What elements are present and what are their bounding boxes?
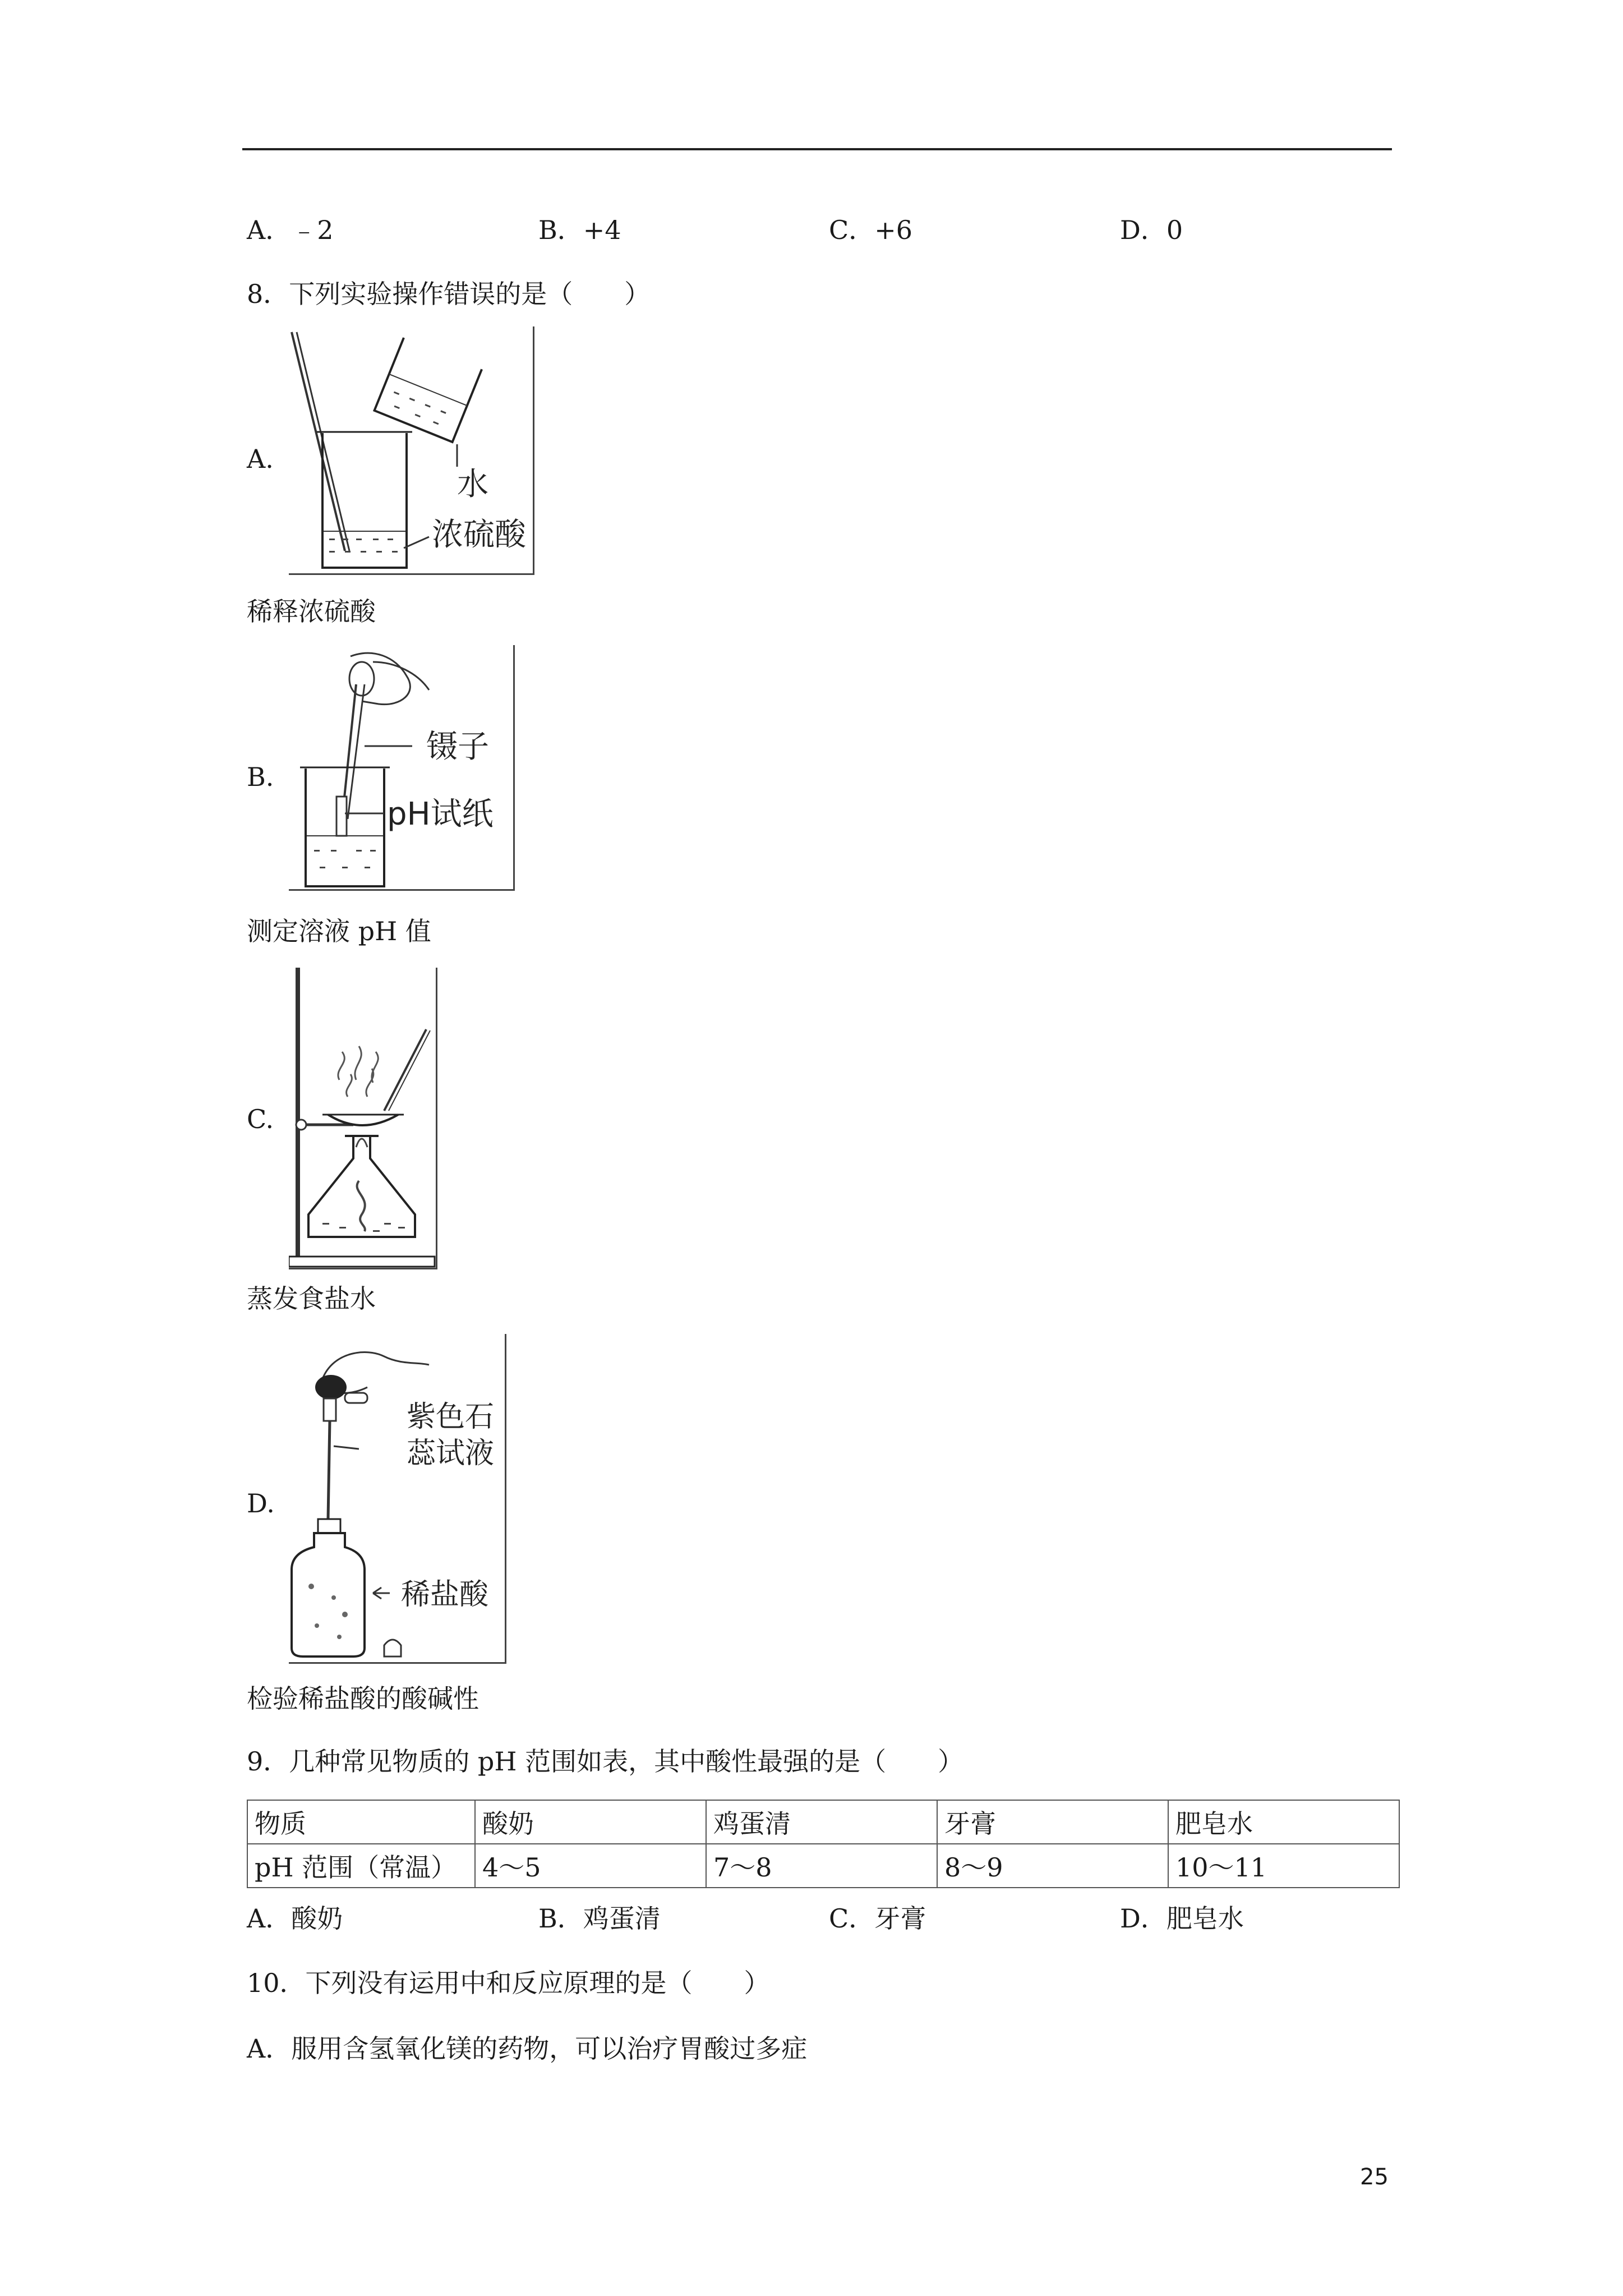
table-cell: 4～5 — [475, 1844, 706, 1888]
header-rule — [242, 148, 1392, 150]
table-header-cell: 鸡蛋清 — [706, 1800, 937, 1844]
table-header-cell: 酸奶 — [475, 1800, 706, 1844]
table-header-cell: 肥皂水 — [1168, 1800, 1399, 1844]
q7-option-b: B．+4 — [538, 215, 621, 245]
table-cell: 8～9 — [937, 1844, 1168, 1888]
q8-item-c-caption: 蒸发食盐水 — [247, 1283, 376, 1314]
page-number: 25 — [1360, 2164, 1389, 2190]
q8-item-b-letter: B. — [247, 762, 274, 792]
q8-item-d-caption: 检验稀盐酸的酸碱性 — [247, 1683, 479, 1714]
q8-item-a-caption: 稀释浓硫酸 — [247, 596, 376, 627]
table-cell: 10～11 — [1168, 1844, 1399, 1888]
q9-option-d: D．肥皂水 — [1120, 1903, 1244, 1934]
label-dilute-hcl: 稀盐酸 — [401, 1578, 489, 1612]
table-row — [247, 1844, 1399, 1888]
q8-item-d-letter: D. — [247, 1488, 275, 1519]
label-conc-sulfuric-acid: 浓硫酸 — [432, 517, 526, 553]
q9-option-b: B．鸡蛋清 — [538, 1903, 661, 1934]
figure-evaporate-salt-water — [289, 968, 437, 1269]
ph-table — [247, 1800, 1400, 1888]
q9-stem: 9．几种常见物质的 pH 范围如表，其中酸性最强的是（ ） — [247, 1746, 964, 1777]
table-cell: pH 范围（常温） — [247, 1844, 475, 1888]
q7-option-a: A．﹣2 — [247, 215, 334, 245]
label-litmus-line2: 蕊试液 — [407, 1437, 495, 1470]
table-row — [247, 1800, 1399, 1844]
q9-option-a: A．酸奶 — [247, 1903, 343, 1934]
label-litmus-line1: 紫色石 — [407, 1400, 495, 1434]
q10-stem: 10．下列没有运用中和反应原理的是（ ） — [247, 1968, 770, 1998]
q8-stem: 8．下列实验操作错误的是（ ） — [247, 279, 651, 309]
q7-option-c: C．+6 — [829, 215, 913, 245]
table-cell: 7～8 — [706, 1844, 937, 1888]
table-header-cell: 物质 — [247, 1800, 475, 1844]
q9-option-c: C．牙膏 — [829, 1903, 926, 1934]
q8-item-b-caption: 测定溶液 pH 值 — [247, 916, 431, 946]
label-water: 水 — [457, 466, 488, 503]
figure-measure-ph — [289, 645, 515, 891]
label-tweezers: 镊子 — [426, 729, 489, 765]
q10-option-a: A．服用含氢氧化镁的药物，可以治疗胃酸过多症 — [247, 2033, 808, 2064]
figure-test-dilute-hcl — [289, 1334, 506, 1664]
q8-item-a-letter: A. — [247, 444, 274, 474]
figure-dilute-sulfuric-acid — [289, 326, 534, 575]
q7-option-d: D．0 — [1120, 215, 1183, 245]
table-header-cell: 牙膏 — [937, 1800, 1168, 1844]
q8-item-c-letter: C. — [247, 1104, 274, 1134]
label-ph-paper: pH试纸 — [387, 796, 494, 832]
